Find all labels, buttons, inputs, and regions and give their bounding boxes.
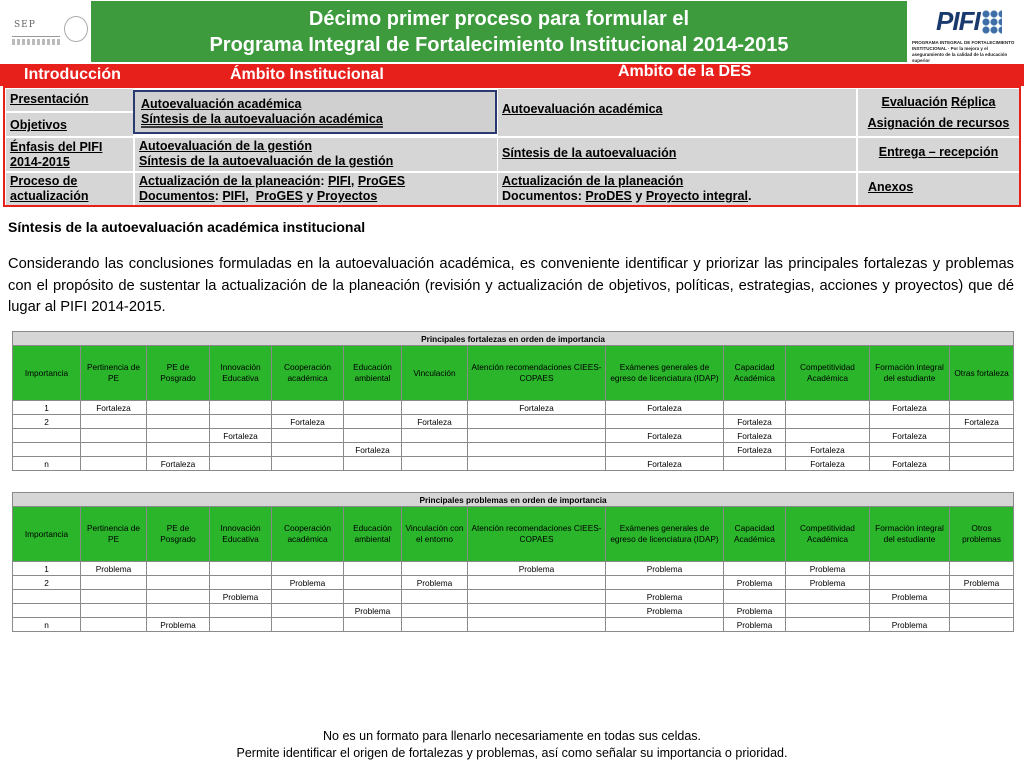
- pifi-logo-text: PIFI: [936, 6, 980, 36]
- tab-introduccion[interactable]: Introducción: [24, 66, 121, 83]
- column-header: Vinculación con el entorno: [402, 507, 468, 562]
- table-cell: Fortaleza: [606, 457, 724, 471]
- table-cell: [606, 576, 724, 590]
- table-cell: Fortaleza: [606, 401, 724, 415]
- nav-des-actualizacion-planeacion[interactable]: Actualización de la planeación: [502, 174, 684, 188]
- table-cell: Fortaleza: [786, 443, 870, 457]
- table-cell: [468, 576, 606, 590]
- table-cell: [344, 415, 402, 429]
- nav-enfasis[interactable]: [6, 138, 133, 171]
- nav-inst-doc-proges-link[interactable]: ProGES: [255, 189, 303, 203]
- header: [0, 0, 1024, 64]
- table-cell: Problema: [606, 590, 724, 604]
- table-cell: Fortaleza: [786, 457, 870, 471]
- column-header: Innovación Educativa: [210, 346, 272, 401]
- column-header: Capacidad Académica: [724, 507, 786, 562]
- intro-paragraph: Considerando las conclusiones formuladas en la autoevaluación académica, es conveniente identificar y priorizar las principales fortalezas y problemas con el propósito de sustentar la actualización de la planeación (revisión y actualización de objetivos, políticas, estrategias, acciones y proyectos) que dé lugar al PIFI 2014-2015.: [8, 256, 1014, 315]
- nav-objetivos[interactable]: [6, 113, 133, 136]
- table-cell: [147, 415, 210, 429]
- table-cell: Problema: [468, 562, 606, 576]
- table-row: [13, 443, 1014, 457]
- table-cell: [81, 590, 147, 604]
- table-cell: [786, 618, 870, 632]
- nav-inst-proges-link[interactable]: ProGES: [357, 174, 406, 188]
- table-cell: [606, 443, 724, 457]
- nav-enfasis-label-1[interactable]: Énfasis del PIFI: [10, 140, 103, 154]
- table-cell: [950, 457, 1014, 471]
- table-cell: [950, 443, 1014, 457]
- table-cell: [81, 618, 147, 632]
- table-cell: Fortaleza: [724, 443, 786, 457]
- nav-proceso-label-2[interactable]: actualización: [10, 189, 89, 203]
- table-cell: Problema: [870, 590, 950, 604]
- table-cell: [147, 429, 210, 443]
- table-cell: [870, 415, 950, 429]
- nav-des-autoevaluacion[interactable]: [498, 89, 856, 136]
- nav-inst-sintesis-academica[interactable]: Síntesis de la autoevaluación académica: [141, 112, 383, 126]
- table-cell: [272, 604, 344, 618]
- table-cell: 2: [13, 576, 81, 590]
- table-caption: Principales problemas en orden de importancia: [13, 493, 1014, 507]
- table-cell: Problema: [724, 576, 786, 590]
- nav-inst-autoevaluacion-gestion[interactable]: Autoevaluación de la gestión: [139, 139, 312, 153]
- table-cell: [402, 562, 468, 576]
- problemas-table: [12, 492, 1014, 632]
- table-cell: [870, 604, 950, 618]
- table-row: [13, 457, 1014, 471]
- nav-entrega-recepcion[interactable]: [858, 138, 1019, 171]
- sep-seal-icon: [64, 16, 88, 42]
- table-cell: n: [13, 457, 81, 471]
- table-cell: [210, 562, 272, 576]
- table-cell: [81, 443, 147, 457]
- table-cell: [272, 562, 344, 576]
- table-cell: Problema: [950, 576, 1014, 590]
- table-cell: Problema: [724, 618, 786, 632]
- table-cell: [950, 429, 1014, 443]
- nav-evaluacion-cell: [858, 89, 1019, 136]
- table-cell: [210, 604, 272, 618]
- column-header: Competitividad Académica: [786, 507, 870, 562]
- table-cell: Problema: [870, 618, 950, 632]
- table-cell: [402, 429, 468, 443]
- table-cell: [344, 401, 402, 415]
- table-cell: [606, 618, 724, 632]
- column-header: Pertinencia de PE: [81, 507, 147, 562]
- table-cell: Problema: [786, 576, 870, 590]
- column-header: Formación integral del estudiante: [870, 346, 950, 401]
- table-cell: [81, 576, 147, 590]
- table-cell: [13, 604, 81, 618]
- conjunction-text: y: [635, 189, 643, 203]
- fortalezas-table: [12, 331, 1014, 471]
- table-cell: Fortaleza: [870, 429, 950, 443]
- table-cell: [870, 443, 950, 457]
- table-cell: [147, 562, 210, 576]
- table-cell: [147, 576, 210, 590]
- nav-presentacion[interactable]: [6, 89, 133, 111]
- nav-evaluacion-link[interactable]: Evaluación: [881, 95, 948, 109]
- table-cell: [786, 429, 870, 443]
- table-cell: [786, 415, 870, 429]
- column-header: Innovación Educativa: [210, 507, 272, 562]
- conjunction-text: y: [306, 189, 314, 203]
- footer-line-2: Permite identificar el origen de fortalezas y problemas, así como señalar su importancia o prioridad.: [236, 746, 788, 760]
- table-cell: Problema: [786, 562, 870, 576]
- column-header: Competitividad Académica: [786, 346, 870, 401]
- table-cell: [786, 401, 870, 415]
- table-cell: [147, 443, 210, 457]
- page-title: [91, 1, 907, 62]
- nav-replica-link[interactable]: Réplica: [951, 95, 996, 109]
- nav-entrega-recepcion-link[interactable]: Entrega – recepción: [878, 145, 999, 159]
- table-cell: [402, 443, 468, 457]
- nav-des-proyecto-integral-link[interactable]: Proyecto integral: [645, 189, 748, 203]
- pifi-logo-subtext: PROGRAMA INTEGRAL DE FORTALECIMIENTO INSTITUCIONAL · Por la mejora y el aseguramiento de la calidad de la educación superior: [912, 40, 1015, 63]
- table-cell: Fortaleza: [468, 401, 606, 415]
- column-header: PE de Posgrado: [147, 346, 210, 401]
- table-cell: Problema: [210, 590, 272, 604]
- table-cell: [950, 401, 1014, 415]
- pifi-dots-icon: [982, 10, 1002, 34]
- column-header: Exámenes generales de egreso de licenciatura (IDAP): [606, 346, 724, 401]
- table-cell: [786, 590, 870, 604]
- nav-inst-documentos[interactable]: Documentos: [139, 189, 215, 203]
- table-cell: Fortaleza: [950, 415, 1014, 429]
- nav-inst-pifi-link[interactable]: PIFI: [327, 174, 351, 188]
- table-cell: Fortaleza: [210, 429, 272, 443]
- table-cell: [147, 590, 210, 604]
- table-cell: [870, 562, 950, 576]
- table-cell: [210, 457, 272, 471]
- nav-inst-doc-pifi-link[interactable]: PIFI: [222, 189, 246, 203]
- table-cell: Problema: [606, 562, 724, 576]
- table-cell: [468, 618, 606, 632]
- table-cell: [950, 590, 1014, 604]
- table-row: [13, 562, 1014, 576]
- nav-asignacion-recursos-link[interactable]: Asignación de recursos: [867, 116, 1010, 130]
- nav-inst-autoevaluacion-academica[interactable]: Autoevaluación académica: [141, 97, 302, 111]
- column-header: Educación ambiental: [344, 346, 402, 401]
- table-cell: [402, 590, 468, 604]
- table-caption: Principales fortalezas en orden de importancia: [13, 332, 1014, 346]
- nav-enfasis-label-2[interactable]: 2014-2015: [10, 155, 70, 169]
- table-cell: [210, 618, 272, 632]
- sep-logo: [2, 6, 88, 56]
- table-cell: Fortaleza: [724, 415, 786, 429]
- table-cell: Fortaleza: [870, 401, 950, 415]
- nav-des-documentos-label: Documentos:: [502, 189, 582, 203]
- nav-anexos-link[interactable]: Anexos: [868, 180, 914, 194]
- table-cell: Fortaleza: [147, 457, 210, 471]
- table-cell: Problema: [147, 618, 210, 632]
- nav-inst-autoevaluacion-box[interactable]: [133, 90, 497, 134]
- column-header: Vinculación: [402, 346, 468, 401]
- table-cell: [272, 618, 344, 632]
- table-cell: [402, 604, 468, 618]
- table-cell: 1: [13, 562, 81, 576]
- column-header: PE de Posgrado: [147, 507, 210, 562]
- table-cell: Fortaleza: [724, 429, 786, 443]
- column-header: Formación integral del estudiante: [870, 507, 950, 562]
- nav-proceso-label-1[interactable]: Proceso de: [10, 174, 78, 188]
- table-cell: [272, 429, 344, 443]
- table-cell: 2: [13, 415, 81, 429]
- table-cell: [210, 401, 272, 415]
- table-cell: [402, 618, 468, 632]
- table-cell: Fortaleza: [606, 429, 724, 443]
- nav-des-sintesis[interactable]: [498, 138, 856, 171]
- table-cell: [13, 443, 81, 457]
- table-cell: [468, 604, 606, 618]
- column-header: Otros problemas: [950, 507, 1014, 562]
- table-cell: [724, 562, 786, 576]
- column-header: Exámenes generales de egreso de licenciatura (IDAP): [606, 507, 724, 562]
- table-cell: [13, 429, 81, 443]
- nav-des-sintesis-label[interactable]: Síntesis de la autoevaluación: [502, 146, 677, 160]
- table-cell: [468, 415, 606, 429]
- column-header: Importancia: [13, 346, 81, 401]
- nav-inst-proyectos-link[interactable]: Proyectos: [316, 189, 378, 203]
- sep-logo-text: SEP: [14, 20, 36, 30]
- table-row: [13, 429, 1014, 443]
- nav-proceso[interactable]: [6, 173, 133, 205]
- footer-line-1: No es un formato para llenarlo necesariamente en todas sus celdas.: [323, 729, 701, 743]
- nav-des-prodes-link[interactable]: ProDES: [585, 189, 632, 203]
- table-header-row: [13, 346, 1014, 401]
- table-cell: n: [13, 618, 81, 632]
- table-cell: [344, 429, 402, 443]
- table-cell: [950, 562, 1014, 576]
- table-cell: [210, 576, 272, 590]
- table-cell: [950, 618, 1014, 632]
- table-cell: [468, 590, 606, 604]
- table-row: [13, 618, 1014, 632]
- tab-bar: [0, 64, 1024, 86]
- table-cell: [724, 457, 786, 471]
- tab-ambito-institucional[interactable]: Ámbito Institucional: [230, 66, 384, 83]
- nav-presentacion-label[interactable]: Presentación: [10, 92, 89, 106]
- nav-des-autoevaluacion-label[interactable]: Autoevaluación académica: [502, 102, 663, 116]
- table-cell: [344, 576, 402, 590]
- sep-logo-subtext: [12, 39, 60, 45]
- column-header: Cooperación académica: [272, 346, 344, 401]
- table-cell: Fortaleza: [272, 415, 344, 429]
- table-row: [13, 415, 1014, 429]
- table-cell: [210, 415, 272, 429]
- table-cell: [402, 401, 468, 415]
- table-cell: Fortaleza: [870, 457, 950, 471]
- column-header: Capacidad Académica: [724, 346, 786, 401]
- table-row: [13, 604, 1014, 618]
- table-cell: [147, 604, 210, 618]
- title-line-1: Décimo primer proceso para formular el: [308, 8, 690, 30]
- table-row: [13, 576, 1014, 590]
- table-cell: Fortaleza: [81, 401, 147, 415]
- column-header: Cooperación académica: [272, 507, 344, 562]
- column-header: Importancia: [13, 507, 81, 562]
- nav-inst-sintesis-gestion[interactable]: Síntesis de la autoevaluación de la gestión: [139, 154, 394, 168]
- table-cell: [344, 590, 402, 604]
- divider: [12, 36, 60, 37]
- column-header: Atención recomendaciones CIEES-COPAES: [468, 346, 606, 401]
- nav-des-planeacion: Actualización de la planeación Documentos: ProDES y Proyecto integral.: [498, 173, 856, 205]
- table-cell: [81, 604, 147, 618]
- navigation-table: [3, 86, 1021, 207]
- nav-inst-planeacion: Actualización de la planeación: PIFI, ProGES Documentos: PIFI, ProGES y Proyectos: [135, 173, 497, 205]
- table-cell: Fortaleza: [402, 415, 468, 429]
- table-cell: [724, 590, 786, 604]
- table-cell: [13, 590, 81, 604]
- table-cell: Problema: [344, 604, 402, 618]
- table-cell: Problema: [724, 604, 786, 618]
- table-cell: [272, 401, 344, 415]
- table-cell: [402, 457, 468, 471]
- nav-inst-actualizacion-planeacion[interactable]: Actualización de la planeación: [139, 174, 321, 188]
- table-cell: [870, 576, 950, 590]
- table-cell: [272, 457, 344, 471]
- table-cell: [606, 415, 724, 429]
- section-title: Síntesis de la autoevaluación académica institucional: [8, 219, 366, 235]
- column-header: Educación ambiental: [344, 507, 402, 562]
- table-cell: [950, 604, 1014, 618]
- nav-inst-gestion: [135, 138, 497, 171]
- column-header: Pertinencia de PE: [81, 346, 147, 401]
- table-cell: [786, 604, 870, 618]
- table-row: [13, 590, 1014, 604]
- table-cell: Fortaleza: [344, 443, 402, 457]
- table-header-row: [13, 507, 1014, 562]
- footer-note: [0, 728, 1024, 762]
- table-cell: Problema: [402, 576, 468, 590]
- table-row: [13, 401, 1014, 415]
- pifi-logo: [910, 6, 1022, 63]
- title-line-2: Programa Integral de Fortalecimiento Institucional 2014-2015: [209, 34, 789, 56]
- tab-ambito-des[interactable]: Ámbito de la DES: [618, 63, 752, 80]
- table-cell: [81, 457, 147, 471]
- table-cell: [724, 401, 786, 415]
- table-cell: Problema: [606, 604, 724, 618]
- column-header: Atención recomendaciones CIEES-COPAES: [468, 507, 606, 562]
- table-cell: [147, 401, 210, 415]
- table-cell: [81, 429, 147, 443]
- column-header: Otras fortaleza: [950, 346, 1014, 401]
- table-cell: [468, 429, 606, 443]
- table-cell: 1: [13, 401, 81, 415]
- table-cell: Problema: [272, 576, 344, 590]
- table-cell: [272, 443, 344, 457]
- nav-anexos[interactable]: [858, 173, 1019, 205]
- table-cell: [272, 590, 344, 604]
- table-cell: [210, 443, 272, 457]
- table-cell: [81, 415, 147, 429]
- table-cell: [344, 457, 402, 471]
- table-cell: [344, 562, 402, 576]
- table-cell: [468, 457, 606, 471]
- nav-objetivos-label[interactable]: Objetivos: [10, 118, 67, 132]
- table-cell: Problema: [81, 562, 147, 576]
- table-cell: [344, 618, 402, 632]
- table-cell: [468, 443, 606, 457]
